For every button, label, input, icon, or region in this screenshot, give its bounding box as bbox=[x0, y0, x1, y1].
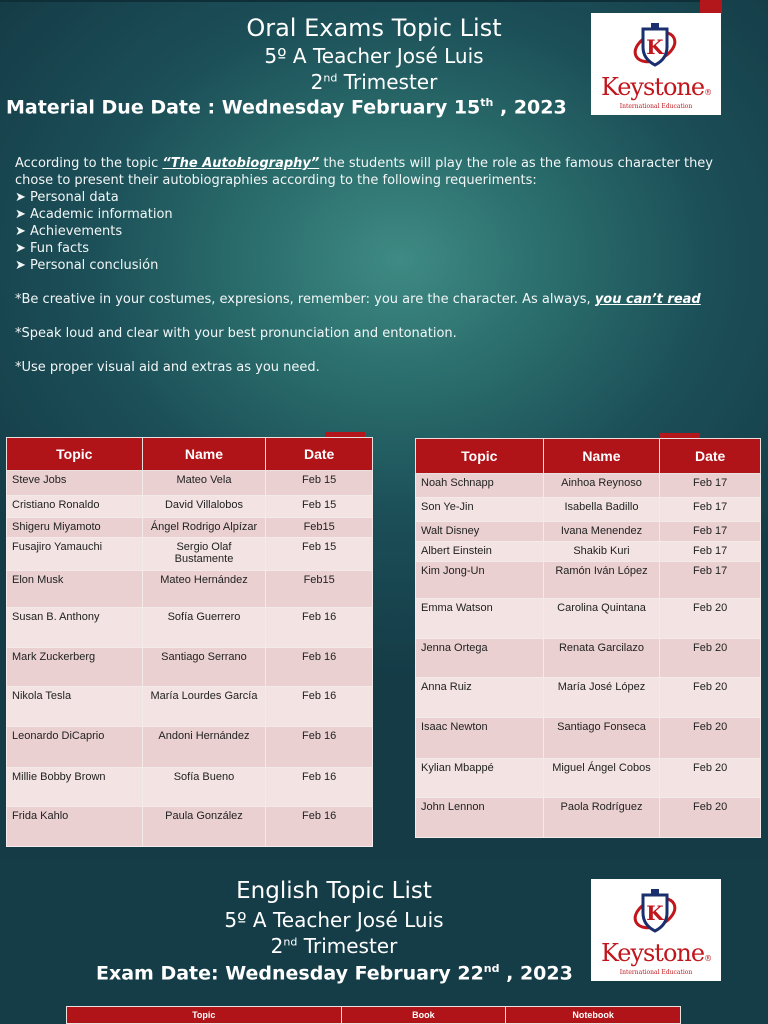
shield-icon bbox=[631, 21, 679, 69]
instructions bbox=[15, 155, 755, 376]
header-topic: Topic bbox=[7, 438, 143, 471]
logo-brand: Keystone® bbox=[600, 939, 712, 967]
logo-subtitle: International Education bbox=[619, 969, 693, 976]
cell-topic: Albert Einstein bbox=[416, 542, 544, 562]
cell-name: Isabella Badillo bbox=[543, 498, 660, 522]
table-row bbox=[7, 538, 373, 571]
table-row bbox=[7, 518, 373, 538]
table-row bbox=[7, 727, 373, 768]
cell-topic: Leonardo DiCaprio bbox=[7, 727, 143, 768]
cell-date: Feb 20 bbox=[660, 759, 761, 798]
cell-date: Feb 20 bbox=[660, 798, 761, 838]
cell-date: Feb 15 bbox=[266, 471, 373, 496]
header-date: Date bbox=[266, 438, 373, 471]
cell-topic: Kim Jong-Un bbox=[416, 562, 544, 599]
header-topic: Topic bbox=[67, 1007, 342, 1024]
table-row bbox=[416, 759, 761, 798]
page-title: Oral Exams Topic List bbox=[246, 14, 502, 42]
cell-topic: Anna Ruiz bbox=[416, 678, 544, 718]
table-row bbox=[416, 522, 761, 542]
cell-date: Feb 16 bbox=[266, 807, 373, 847]
header-book: Book bbox=[341, 1007, 506, 1024]
teacher-line: 5º A Teacher José Luis bbox=[264, 44, 484, 68]
cell-topic: Frida Kahlo bbox=[7, 807, 143, 847]
cell-date: Feb 15 bbox=[266, 538, 373, 571]
logo-subtitle: International Education bbox=[619, 103, 693, 110]
cell-date: Feb 20 bbox=[660, 599, 761, 639]
cell-date: Feb 16 bbox=[266, 608, 373, 648]
table-row bbox=[7, 571, 373, 608]
header-name: Name bbox=[543, 439, 660, 474]
header-name: Name bbox=[142, 438, 266, 471]
cell-name: Andoni Hernández bbox=[142, 727, 266, 768]
cell-name: Santiago Serrano bbox=[142, 648, 266, 687]
cell-topic: Steve Jobs bbox=[7, 471, 143, 496]
cell-date: Feb 16 bbox=[266, 648, 373, 687]
requirement-item: ➤ Personal data bbox=[15, 189, 755, 206]
cell-name: María José López bbox=[543, 678, 660, 718]
english-title: English Topic List bbox=[236, 878, 432, 904]
requirement-item: ➤ Academic information bbox=[15, 206, 755, 223]
cell-date: Feb 16 bbox=[266, 687, 373, 727]
exam-date: Exam Date: Wednesday February 22nd , 2023 bbox=[96, 962, 573, 985]
english-teacher: 5º A Teacher José Luis bbox=[224, 908, 444, 932]
cell-name: Sergio Olaf Bustamente bbox=[142, 538, 266, 571]
topic-table-left bbox=[6, 437, 373, 847]
cell-topic: Kylian Mbappé bbox=[416, 759, 544, 798]
header-date: Date bbox=[660, 439, 761, 474]
requirement-item: ➤ Fun facts bbox=[15, 240, 755, 257]
cell-name: Renata Garcilazo bbox=[543, 639, 660, 678]
cell-name: Miguel Ángel Cobos bbox=[543, 759, 660, 798]
note-creative: *Be creative in your costumes, expresions, remember: you are the character. As always, you can’t read bbox=[15, 292, 701, 307]
cell-topic: Cristiano Ronaldo bbox=[7, 496, 143, 518]
table-row bbox=[416, 798, 761, 838]
shield-icon bbox=[631, 887, 679, 935]
cell-name: Ramón Iván López bbox=[543, 562, 660, 599]
cell-topic: Susan B. Anthony bbox=[7, 608, 143, 648]
cell-topic: Isaac Newton bbox=[416, 718, 544, 759]
svg-text:K: K bbox=[646, 901, 664, 925]
table-row bbox=[416, 639, 761, 678]
cell-topic: Walt Disney bbox=[416, 522, 544, 542]
cell-topic: Mark Zuckerberg bbox=[7, 648, 143, 687]
cell-topic: Noah Schnapp bbox=[416, 474, 544, 498]
table-row bbox=[416, 678, 761, 718]
cell-name: María Lourdes García bbox=[142, 687, 266, 727]
table-row bbox=[7, 471, 373, 496]
cell-name: Ángel Rodrigo Alpízar bbox=[142, 518, 266, 538]
table-row bbox=[416, 562, 761, 599]
top-edge bbox=[0, 0, 700, 2]
svg-text:K: K bbox=[646, 35, 664, 59]
english-trimester: 2nd Trimester bbox=[270, 934, 398, 958]
cell-topic: Jenna Ortega bbox=[416, 639, 544, 678]
table-row bbox=[7, 687, 373, 727]
cell-date: Feb 16 bbox=[266, 727, 373, 768]
topic-table-right bbox=[415, 438, 761, 838]
cell-name: Paola Rodríguez bbox=[543, 798, 660, 838]
cell-name: Carolina Quintana bbox=[543, 599, 660, 639]
cell-topic: Millie Bobby Brown bbox=[7, 768, 143, 807]
cell-topic: Emma Watson bbox=[416, 599, 544, 639]
table-row bbox=[416, 474, 761, 498]
table-row bbox=[416, 498, 761, 522]
keystone-logo bbox=[591, 879, 721, 981]
cell-name: Shakib Kuri bbox=[543, 542, 660, 562]
cell-name: Paula González bbox=[142, 807, 266, 847]
corner-tab bbox=[700, 0, 722, 14]
cell-date: Feb15 bbox=[266, 518, 373, 538]
cell-topic: Nikola Tesla bbox=[7, 687, 143, 727]
cell-date: Feb 17 bbox=[660, 498, 761, 522]
cell-name: Sofía Bueno bbox=[142, 768, 266, 807]
note-speak: *Speak loud and clear with your best pronunciation and entonation. bbox=[15, 326, 457, 341]
table-row bbox=[416, 718, 761, 759]
intro-paragraph: According to the topic “The Autobiography” the students will play the role as the famous character they chose to present their autobiographies according to the following requeriments: bbox=[15, 156, 713, 188]
table-row bbox=[416, 542, 761, 562]
table-row bbox=[416, 599, 761, 639]
keystone-logo bbox=[591, 13, 721, 115]
trimester-line: 2nd Trimester bbox=[310, 70, 438, 94]
logo-brand: Keystone® bbox=[600, 73, 712, 101]
cell-date: Feb 16 bbox=[266, 768, 373, 807]
cell-date: Feb 17 bbox=[660, 562, 761, 599]
cell-date: Feb 15 bbox=[266, 496, 373, 518]
cell-topic: John Lennon bbox=[416, 798, 544, 838]
cell-date: Feb 20 bbox=[660, 639, 761, 678]
note-visual: *Use proper visual aid and extras as you need. bbox=[15, 360, 320, 375]
cell-date: Feb 17 bbox=[660, 522, 761, 542]
cell-name: Mateo Hernández bbox=[142, 571, 266, 608]
cell-topic: Son Ye-Jin bbox=[416, 498, 544, 522]
table-row bbox=[7, 768, 373, 807]
table-row bbox=[7, 807, 373, 847]
cell-name: Mateo Vela bbox=[142, 471, 266, 496]
cell-topic: Fusajiro Yamauchi bbox=[7, 538, 143, 571]
cell-date: Feb 20 bbox=[660, 678, 761, 718]
requirement-item: ➤ Achievements bbox=[15, 223, 755, 240]
cell-name: Sofía Guerrero bbox=[142, 608, 266, 648]
header-topic: Topic bbox=[416, 439, 544, 474]
header-notebook: Notebook bbox=[506, 1007, 681, 1024]
cell-date: Feb15 bbox=[266, 571, 373, 608]
table-row bbox=[7, 608, 373, 648]
cell-name: David Villalobos bbox=[142, 496, 266, 518]
requirement-item: ➤ Personal conclusión bbox=[15, 257, 755, 274]
cell-topic: Elon Musk bbox=[7, 571, 143, 608]
cell-name: Ivana Menendez bbox=[543, 522, 660, 542]
cell-date: Feb 20 bbox=[660, 718, 761, 759]
cell-date: Feb 17 bbox=[660, 474, 761, 498]
english-table bbox=[66, 1006, 681, 1024]
cell-name: Santiago Fonseca bbox=[543, 718, 660, 759]
cell-topic: Shigeru Miyamoto bbox=[7, 518, 143, 538]
due-date: Material Due Date : Wednesday February 15th , 2023 bbox=[6, 96, 567, 119]
cell-name: Ainhoa Reynoso bbox=[543, 474, 660, 498]
table-row bbox=[7, 648, 373, 687]
cell-date: Feb 17 bbox=[660, 542, 761, 562]
table-row bbox=[7, 496, 373, 518]
